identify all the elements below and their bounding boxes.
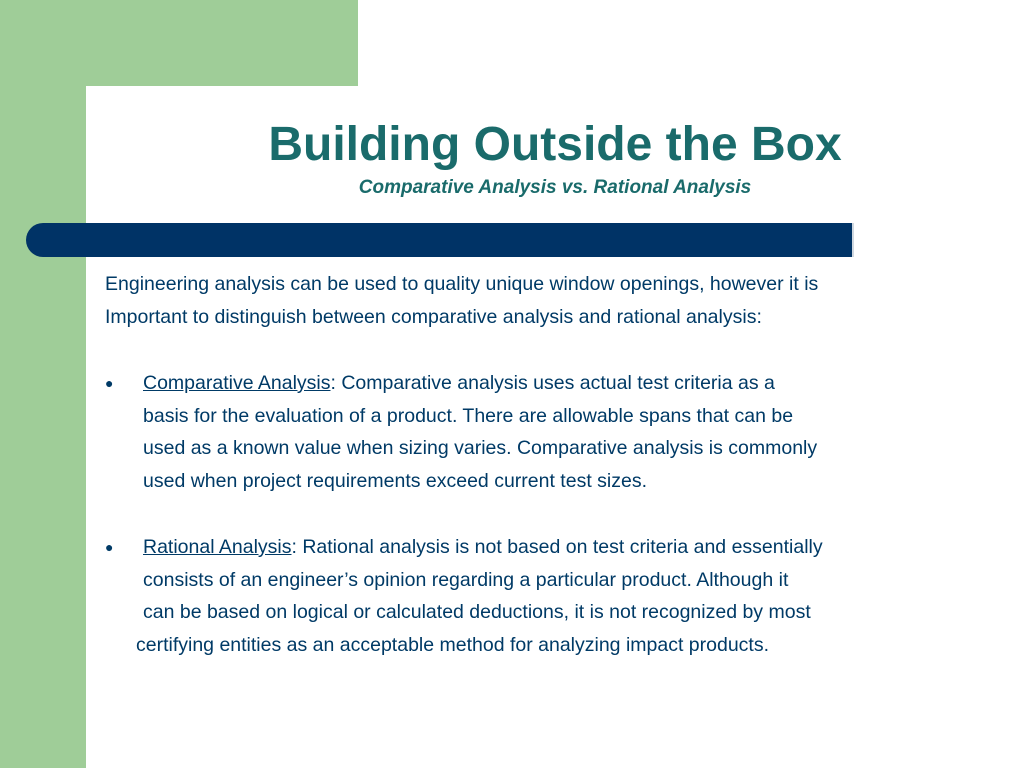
bullet-term: Comparative Analysis: [143, 372, 331, 394]
bullet-first-line-rest: : Rational analysis is not based on test criteria and essentially: [291, 536, 823, 558]
green-side-band: [0, 0, 86, 768]
intro-line: Important to distinguish between comparative analysis and rational analysis:: [105, 305, 762, 328]
slide-subtitle: Comparative Analysis vs. Rational Analysis: [358, 177, 752, 198]
bullet-first-line-rest: : Comparative analysis uses actual test criteria as a: [330, 372, 775, 394]
bullet-continuation-line: can be based on logical or calculated deductions, it is not recognized by most: [143, 601, 811, 623]
bullet-continuation-line: used as a known value when sizing varies. Comparative analysis is commonly: [143, 437, 818, 459]
bullet-continuation-line: used when project requirements exceed current test sizes.: [143, 469, 648, 492]
bullet-icon: ●: [105, 375, 114, 391]
bullet-continuation-line: certifying entities as an acceptable method for analyzing impact products.: [136, 633, 770, 656]
navy-rule-bar: [26, 223, 852, 257]
green-top-block: [0, 0, 358, 86]
navy-rule-edge: [852, 223, 854, 257]
intro-line: Engineering analysis can be used to quality unique window openings, however it is: [105, 273, 819, 295]
bullet-term: Rational Analysis: [143, 536, 292, 558]
bullet-first-line: [105, 367, 985, 400]
slide-title: Building Outside the Box: [268, 118, 842, 171]
bullet-comparative-analysis: [105, 367, 985, 497]
bullet-first-line: [105, 531, 985, 564]
bullet-rational-analysis: [105, 531, 985, 661]
bullet-continuation-line: basis for the evaluation of a product. There are allowable spans that can be: [143, 404, 794, 427]
bullet-text: [143, 531, 823, 564]
bullet-continuation-line: consists of an engineer’s opinion regarding a particular product. Although it: [143, 568, 789, 591]
bullet-text: [143, 367, 775, 400]
bullet-icon: ●: [105, 539, 114, 555]
intro-paragraph: [105, 268, 965, 333]
